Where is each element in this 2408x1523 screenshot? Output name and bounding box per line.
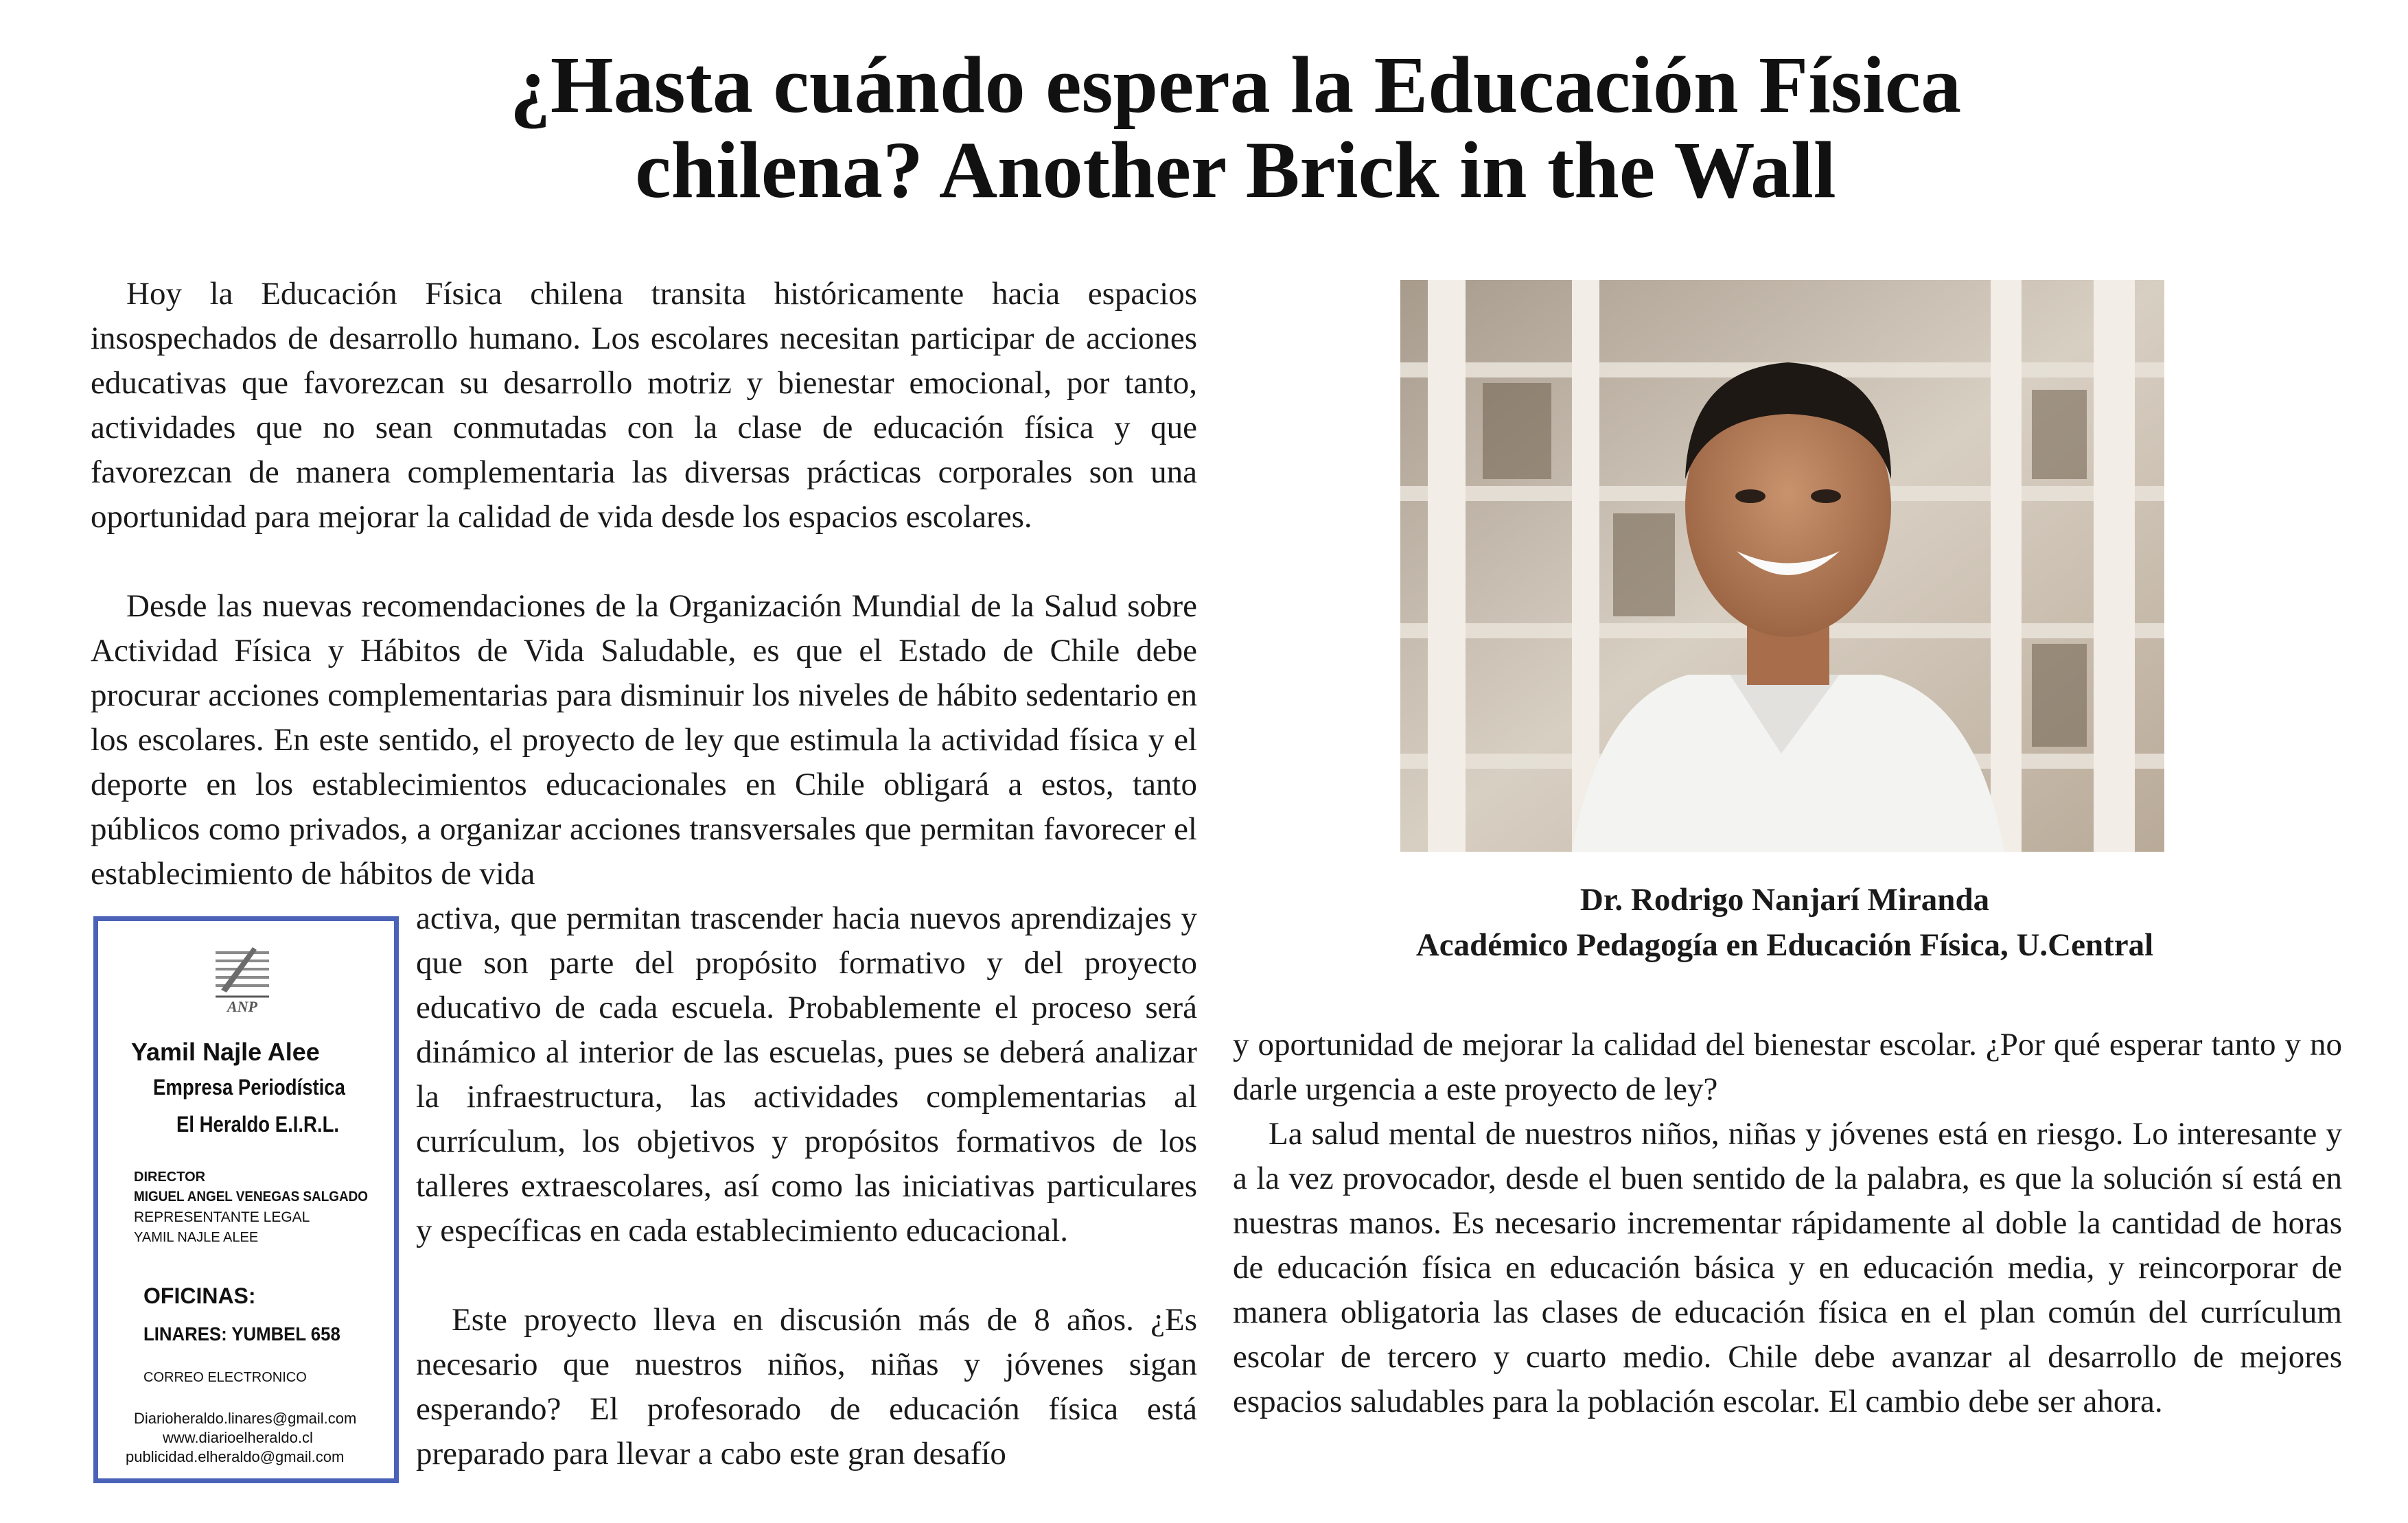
headline — [206, 40, 2265, 215]
director-name: MIGUEL ANGEL VENEGAS SALGADO — [134, 1189, 368, 1205]
director-label: DIRECTOR — [134, 1170, 206, 1185]
legal-rep-name: YAMIL NAJLE ALEE — [134, 1230, 259, 1245]
headline-line-1: ¿Hasta cuándo espera la Educación Física — [509, 40, 1962, 130]
anp-logo — [211, 940, 273, 1017]
office-address: LINARES: YUMBEL 658 — [143, 1323, 340, 1345]
article-paragraph-2: Desde las nuevas recomendaciones de la Organización Mundial de la Salud sobre Actividad Física y Hábitos de Vida Saludable, es que el Estado de Chile debe procurar acciones complementarias para disminuir los niveles de hábito sedentario en los escolares. En este sentido, el proyecto de ley que estimula la actividad física y el deporte en los establecimientos educacionales en Chile obligará a estos, tanto públicos como privados, a organizar acciones transversales que permitan favorecer el establecimiento de hábitos de vida — [91, 588, 1197, 892]
masthead-box — [93, 916, 399, 1483]
owner-name: Yamil Najle Alee — [131, 1038, 320, 1066]
company-name-line-1: Empresa Periodística — [153, 1075, 345, 1100]
offices-label: OFICINAS: — [143, 1283, 256, 1308]
email-link-2[interactable]: publicidad.elheraldo@gmail.com — [126, 1448, 345, 1465]
article-paragraph-1: Hoy la Educación Física chilena transita históricamente hacia espacios insospechados de desarrollo humano. Los escolares necesitan participar de acciones educativas que favorezcan su desarrollo motriz y bienestar emocional, por tanto, actividades que no sean conmutadas con la clase de educación física y que favorezcan de manera complementaria las diversas prácticas corporales son una oportunidad para mejorar la calidad de vida desde los espacios escolares. — [91, 276, 1197, 535]
photo-caption — [1297, 877, 2272, 968]
author-photo — [1400, 280, 2164, 852]
legal-rep-label: REPRESENTANTE LEGAL — [134, 1209, 310, 1225]
article-paragraph-3-continued: y oportunidad de mejorar la calidad del bienestar escolar. ¿Por qué esperar tanto y no darle urgencia a este proyecto de ley? — [1233, 1027, 2342, 1107]
email-link-1[interactable]: Diarioheraldo.linares@gmail.com — [134, 1410, 357, 1427]
article-paragraph-3: Este proyecto lleva en discusión más de 8 años. ¿Es necesario que nuestros niños, niñas y jóvenes sigan esperando? El profesorado de educación física está preparado para llevar a cabo este gran desafío — [416, 1302, 1197, 1472]
company-name-line-2: El Heraldo E.I.R.L. — [176, 1112, 340, 1137]
caption-name: Dr. Rodrigo Nanjarí Miranda — [1579, 882, 1990, 918]
logo-text: ANP — [227, 998, 257, 1015]
website-link[interactable]: www.diarioelheraldo.cl — [163, 1429, 313, 1446]
article-paragraph-4: La salud mental de nuestros niños, niñas y jóvenes está en riesgo. Lo interesante y a la vez provocador, desde el buen sentido de la palabra, es que la solución sí está en nuestras manos. Es necesario incrementar rápidamente al doble la cantidad de horas de educación física en educación básica y en educación media, y reincorporar de manera obligatoria las clases de educación física en el plan común del currículum escolar de tercero y cuarto medio. Chile debe avanzar al desarrollo de mejores espacios saludables para la población escolar. El cambio debe ser ahora. — [1233, 1116, 2342, 1419]
article-paragraph-2-continued: activa, que permitan trascender hacia nuevos aprendizajes y que son parte del propósito formativo y del proyecto educativo de cada escuela. Probablemente el proceso será dinámico al interior de las escuelas, pues se deberá analizar la infraestructura, las actividades complementarias al currículum, los objetivos y propósitos formativos de los talleres extraescolares, así como las iniciativas particulares y específicas en cada establecimiento educacional. — [416, 900, 1197, 1248]
headline-line-2: chilena? Another Brick in the Wall — [635, 125, 1836, 215]
caption-role: Académico Pedagogía en Educación Física, U.Central — [1415, 927, 2154, 963]
email-label: CORREO ELECTRONICO — [143, 1370, 307, 1385]
